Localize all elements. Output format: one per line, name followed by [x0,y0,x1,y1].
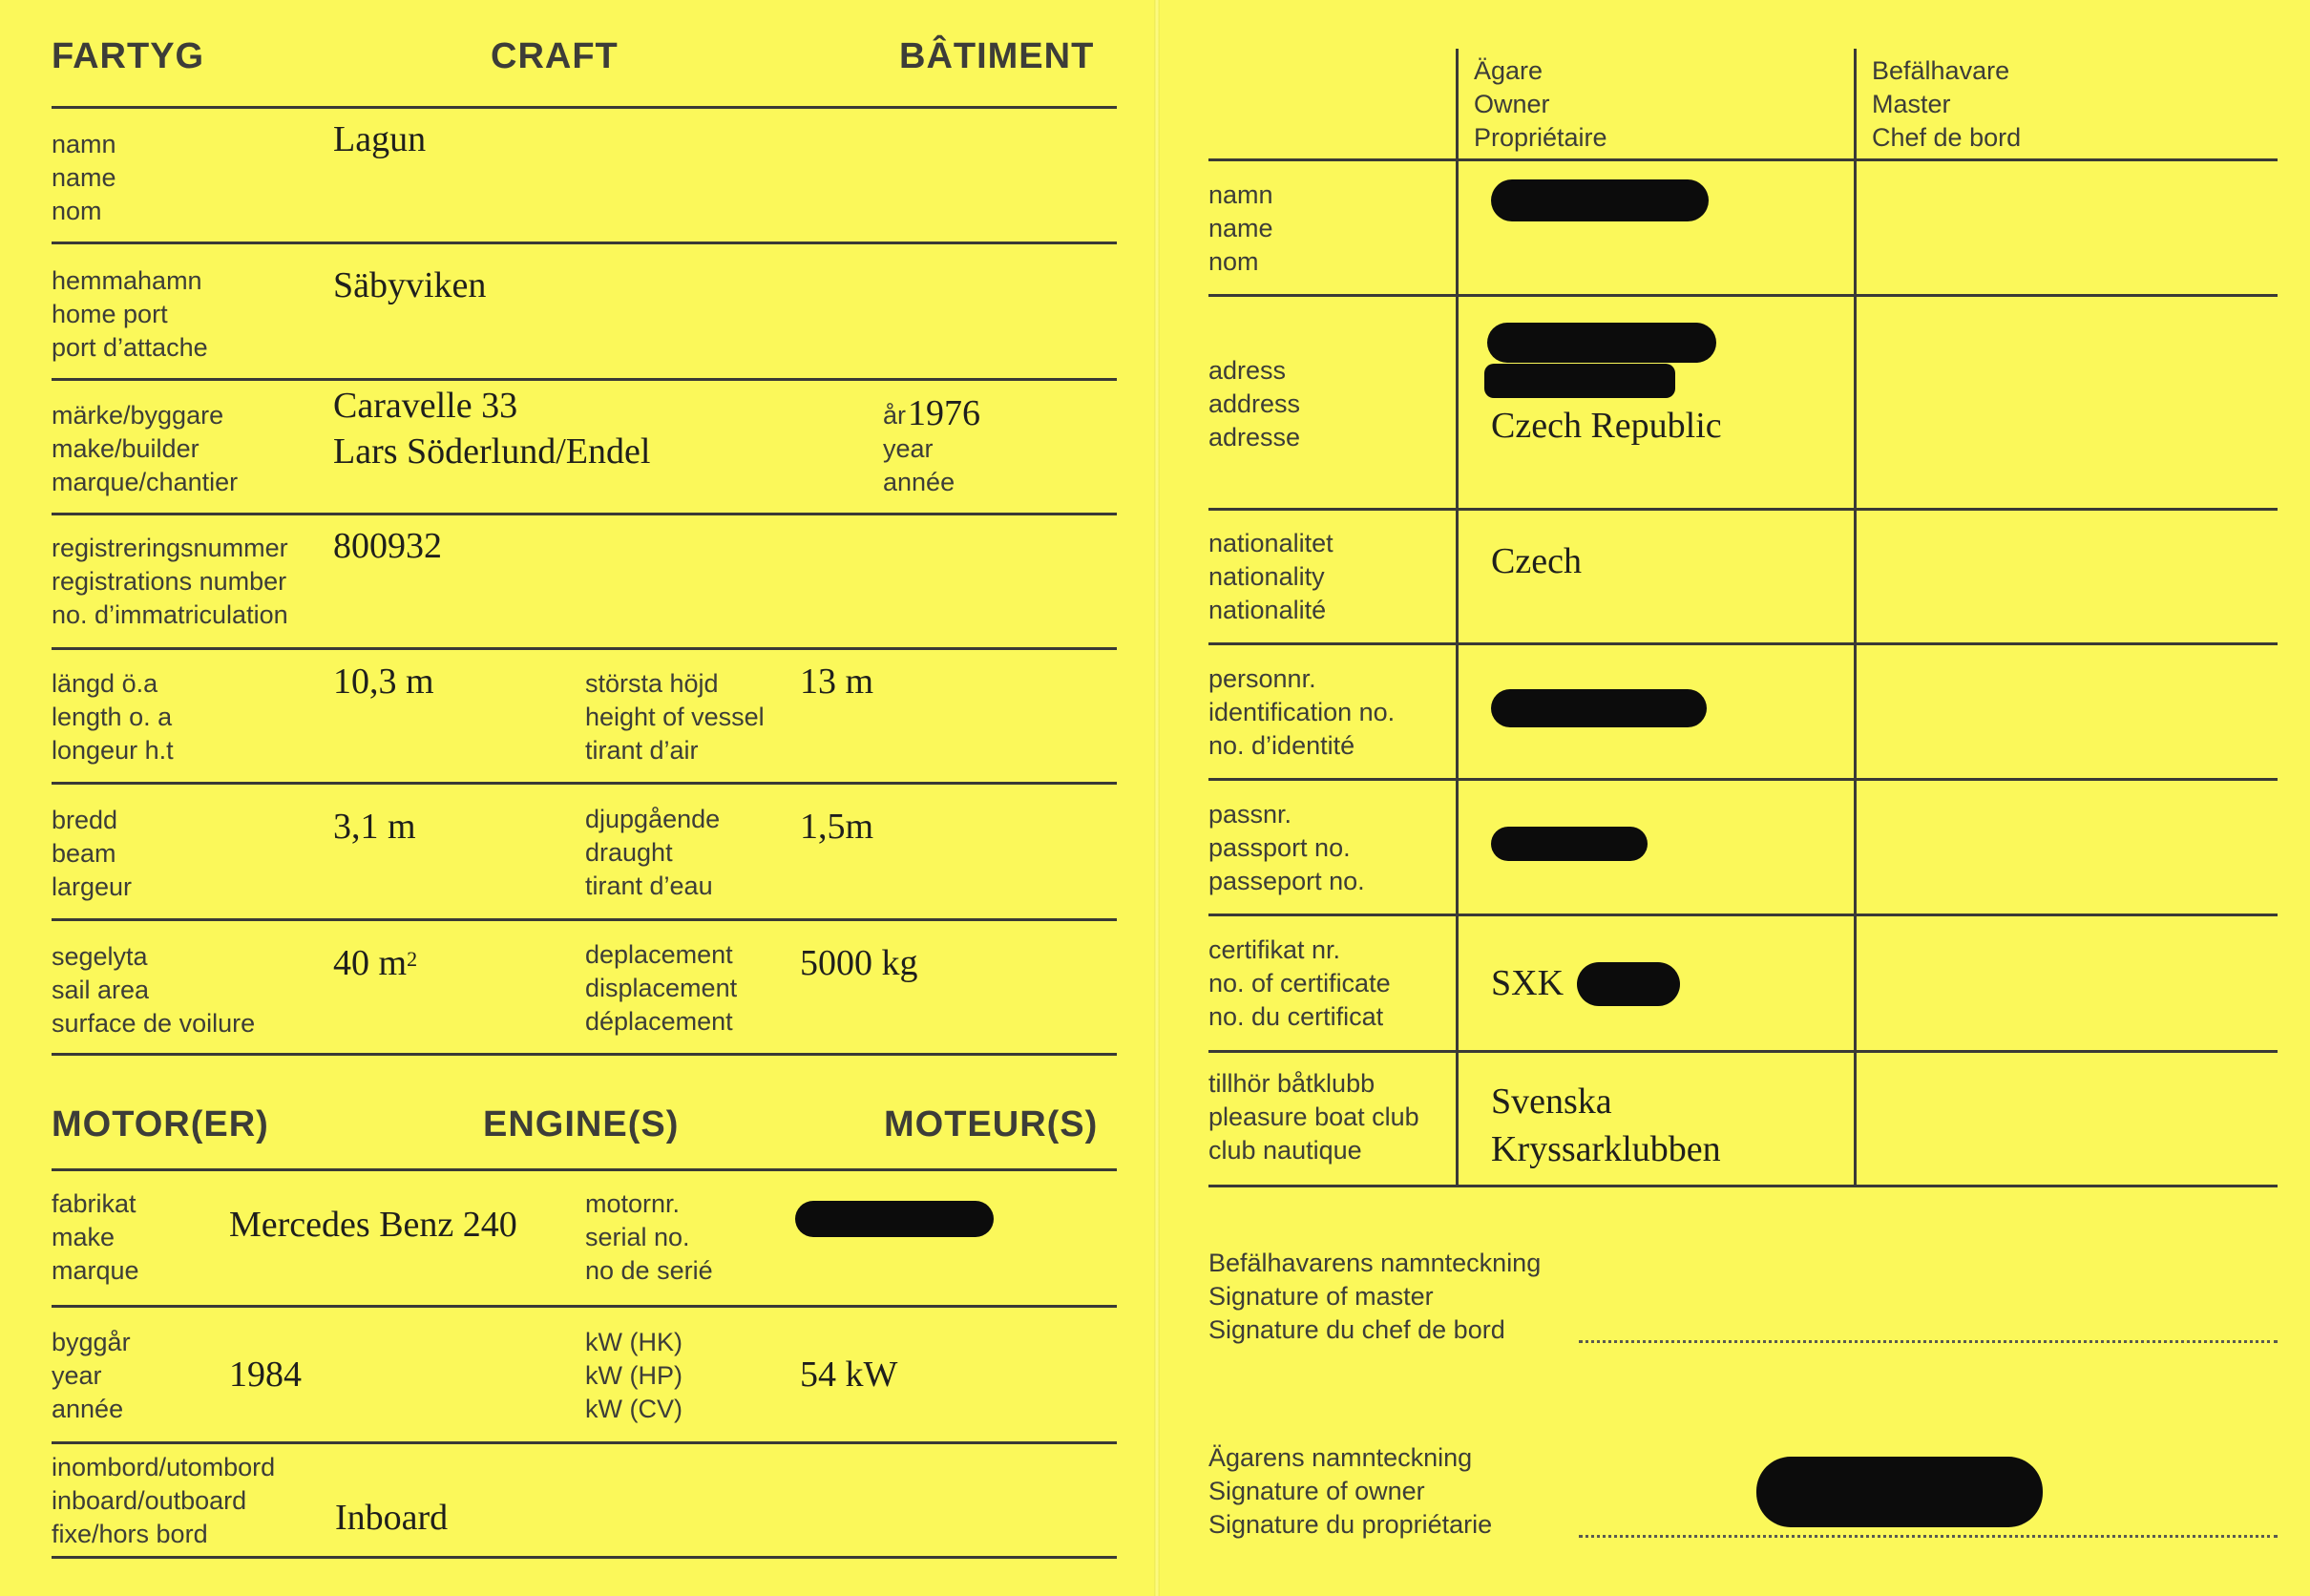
rule [1208,294,2278,297]
registration-label: registreringsnummer registrations number no. d’immatriculation [52,534,288,629]
owner-name-label: namn name nom [1208,180,1273,276]
beam-value: 3,1 m [333,807,416,847]
engine-heading-en: ENGINE(S) [483,1104,680,1144]
rule [1208,914,2278,916]
rule [52,242,1117,244]
master-signature-line [1579,1340,2278,1343]
length-label: längd ö.a length o. a longeur h.t [52,669,174,765]
craft-heading-fr: BÂTIMENT [899,36,1095,76]
rule [52,1168,1117,1171]
beam-label: bredd beam largeur [52,806,133,901]
vessel-name-value: Lagun [333,119,427,159]
sail-area-number: 40 m [333,943,408,983]
person-id-redaction [1491,689,1707,727]
rule [52,378,1117,381]
address-label: adress address adresse [1208,356,1301,452]
boat-club-value-line1: Svenska [1491,1082,1612,1122]
passport-label: passnr. passport no. passeport no. [1208,800,1365,895]
displacement-label: deplacement displacement déplacement [585,940,738,1036]
displacement-value: 5000 kg [800,943,918,983]
make-value: Caravelle 33 [333,386,518,426]
boat-club-value-line2: Kryssarklubben [1491,1129,1721,1169]
rule [52,513,1117,515]
draught-label: djupgående draught tirant d’eau [585,805,721,900]
rule [52,782,1117,785]
engine-heading-fr: MOTEUR(S) [884,1104,1099,1144]
rule [52,647,1117,650]
craft-heading-sv: FARTYG [52,36,205,76]
home-port-label: hemmahamn home port port d’attache [52,266,208,362]
engine-year-label: byggår year année [52,1328,131,1423]
rule [1208,158,2278,161]
builder-value: Lars Söderlund/Endel [333,431,651,472]
boat-club-label: tillhör båtklubb pleasure boat club club nautique [1208,1069,1419,1165]
certificate-label: certifikat nr. no. of certificate no. du certificat [1208,935,1391,1031]
certificate-redaction [1577,962,1680,1006]
sail-area-value [333,940,417,986]
rule [52,1556,1117,1559]
owner-page [1155,0,2310,1596]
owner-column-header: Ägare Owner Propriétaire [1474,56,1607,152]
person-id-label: personnr. identification no. no. d’identité [1208,664,1396,760]
rule [1208,642,2278,645]
inboard-label: inombord/utombord inboard/outboard fixe/hors bord [52,1453,276,1548]
serial-redaction [795,1201,994,1237]
power-label: kW (HK) kW (HP) kW (CV) [585,1328,682,1423]
owner-signature-redaction [1756,1457,2043,1527]
build-year-value: 1976 [908,393,980,433]
column-divider [1456,49,1459,1186]
master-column-header: Befälhavare Master Chef de bord [1872,56,2022,152]
height-label: största höjd height of vessel tirant d’air [585,669,765,765]
owner-signature-line [1579,1535,2278,1538]
engine-make-label: fabrikat make marque [52,1189,139,1285]
craft-heading-en: CRAFT [491,36,619,76]
address-country-value: Czech Republic [1491,406,1722,446]
passport-redaction [1491,827,1648,861]
certificate-value: SXK [1491,963,1564,1003]
rule [1208,1050,2278,1053]
height-value: 13 m [800,662,874,702]
sail-area-label: segelyta sail area surface de voilure [52,942,256,1038]
engine-make-value: Mercedes Benz 240 [229,1205,517,1245]
rule [52,106,1117,109]
draught-value: 1,5m [800,807,874,847]
rule [1208,1185,2278,1187]
year-label-sv: år [883,401,907,430]
rule [52,1441,1117,1444]
sail-area-superscript: 2 [407,947,418,971]
nationality-label: nationalitet nationality nationalité [1208,529,1334,624]
address-redaction [1484,364,1675,398]
name-label: namn name nom [52,130,116,225]
rule [52,1305,1117,1308]
nationality-value: Czech [1491,541,1582,581]
year-label: year année [883,434,956,496]
rule [1208,778,2278,781]
master-signature-label: Befälhavarens namnteckning Signature of master Signature du chef de bord [1208,1249,1542,1344]
rule [52,918,1117,921]
inboard-value: Inboard [335,1498,449,1538]
registration-value: 800932 [333,526,442,566]
rule [52,1053,1117,1056]
owner-name-redaction [1491,179,1709,221]
make-builder-label: märke/byggare make/builder marque/chantier [52,401,239,496]
home-port-value: Säbyviken [333,265,487,305]
address-redaction [1487,323,1716,363]
length-value: 10,3 m [333,662,434,702]
power-value: 54 kW [800,1354,898,1395]
owner-signature-label: Ägarens namnteckning Signature of owner Signature du propriétarie [1208,1443,1493,1539]
engine-heading-sv: MOTOR(ER) [52,1104,269,1144]
engine-year-value: 1984 [229,1354,302,1395]
serial-label: motornr. serial no. no de serié [585,1189,713,1285]
column-divider [1854,49,1857,1186]
rule [1208,508,2278,511]
